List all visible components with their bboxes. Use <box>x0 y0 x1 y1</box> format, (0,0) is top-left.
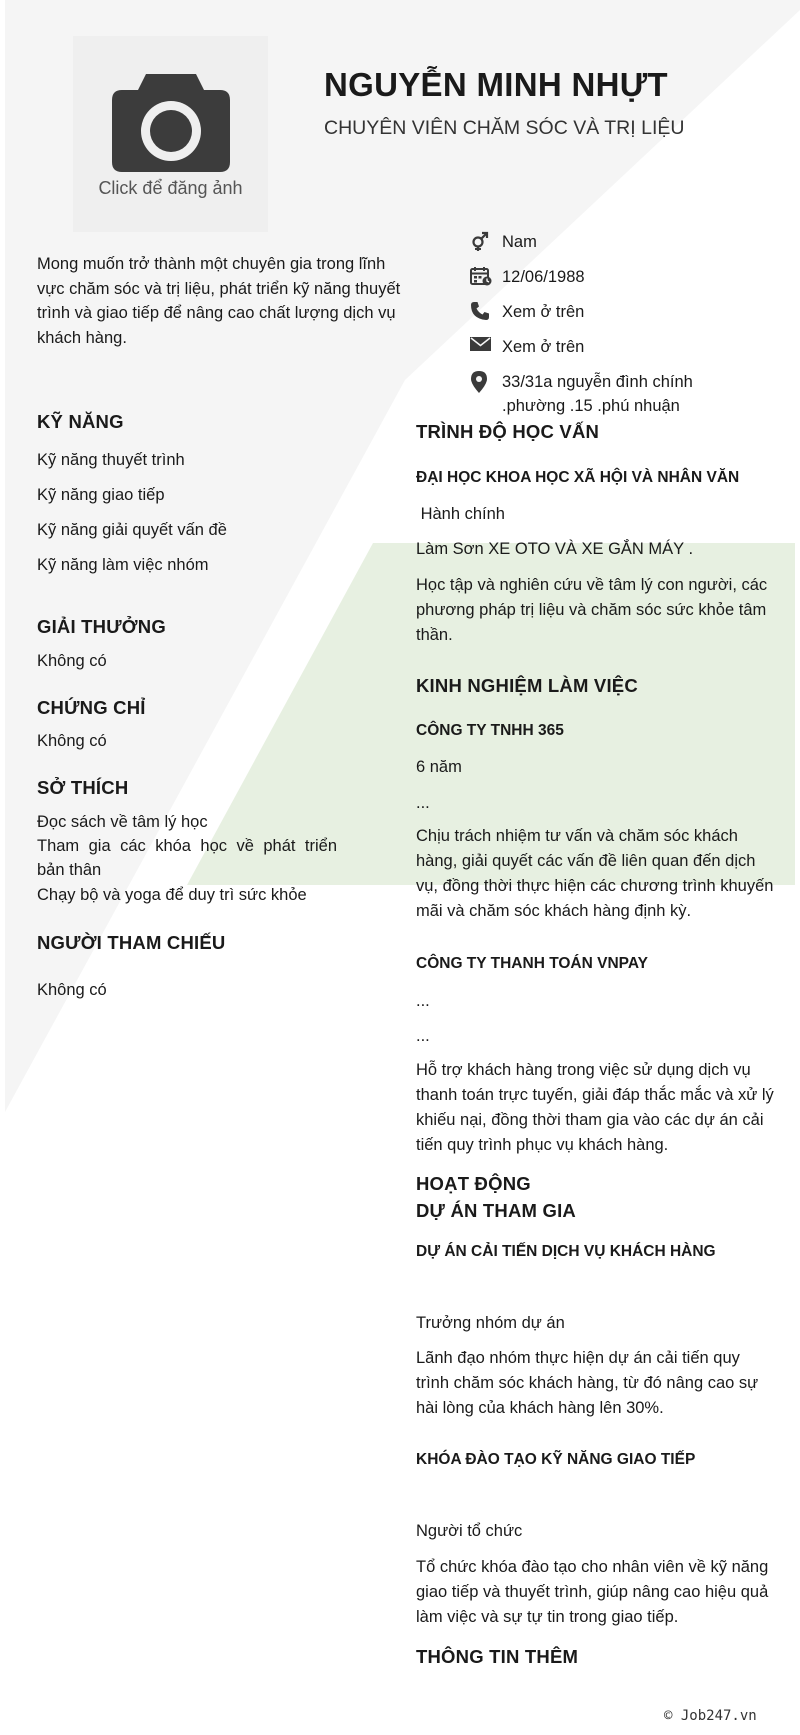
calendar-icon <box>470 265 502 291</box>
contact-address <box>470 370 750 418</box>
education-extra: Làm Sơn XE OTO VÀ XE GẮN MÁY . <box>416 540 694 558</box>
awards-value: Không có <box>37 652 107 670</box>
certificates-value: Không có <box>37 732 107 750</box>
education-major: Hành chính <box>416 505 505 523</box>
company-name: CÔNG TY TNHH 365 <box>416 722 564 739</box>
birthday-value: 12/06/1988 <box>502 268 585 286</box>
footer-copyright: © Job247.vn <box>664 1708 757 1724</box>
photo-upload-box[interactable] <box>73 36 268 232</box>
projects-heading: DỰ ÁN THAM GIA <box>416 1200 576 1221</box>
more-info-heading: THÔNG TIN THÊM <box>416 1646 579 1667</box>
email-icon <box>470 335 502 357</box>
job-description: Chịu trách nhiệm tư vấn và chăm sóc khách hàng, giải quyết các vấn đề liên quan đến dịch vụ, đồng thời thực hiện các chương trình khuyến mãi và chăm sóc khách hàng định kỳ. <box>416 827 774 920</box>
company-name: CÔNG TY THANH TOÁN VNPAY <box>416 955 648 972</box>
gender-icon <box>470 230 502 256</box>
references-heading: NGƯỜI THAM CHIẾU <box>37 932 226 953</box>
location-pin-icon <box>470 370 502 398</box>
school-name: ĐẠI HỌC KHOA HỌC XÃ HỘI VÀ NHÂN VĂN <box>416 469 740 486</box>
job-description: Hỗ trợ khách hàng trong việc sử dụng dịch vụ thanh toán trực tuyến, giải đáp thắc mắc và xử lý khiếu nại, đồng thời tham gia vào các dự án cải tiến quy trình phục vụ khách hàng. <box>416 1061 774 1154</box>
certificates-heading: CHỨNG CHỈ <box>37 697 146 718</box>
contact-info <box>470 230 750 418</box>
contact-phone <box>470 300 750 335</box>
email-value: Xem ở trên <box>502 338 585 356</box>
hobby-item-continued: bản thân <box>37 861 102 879</box>
education-heading: TRÌNH ĐỘ HỌC VẤN <box>416 421 600 442</box>
address-value <box>502 370 693 418</box>
job-position: ... <box>416 794 430 812</box>
job-duration: ... <box>416 992 430 1010</box>
project-description: Tổ chức khóa đào tạo cho nhân viên về kỹ năng giao tiếp và thuyết trình, giúp nâng cao hiệu quả làm việc và sự tự tin trong giao tiếp. <box>416 1558 769 1626</box>
career-objective: Mong muốn trở thành một chuyên gia trong lĩnh vực chăm sóc và trị liệu, phát triển kỹ năng thuyết trình và giao tiếp để nâng cao chất lượng dịch vụ khách hàng. <box>37 255 401 347</box>
hobbies-heading: SỞ THÍCH <box>37 777 129 798</box>
candidate-name: NGUYỄN MINH NHỰT <box>324 66 668 103</box>
address-line-1: 33/31a nguyễn đình chính <box>502 373 693 391</box>
contact-gender <box>470 230 750 265</box>
job-duration: 6 năm <box>416 758 462 776</box>
contact-birthday <box>470 265 750 300</box>
skill-item: Kỹ năng giải quyết vấn đề <box>37 521 227 539</box>
project-title: DỰ ÁN CẢI TIẾN DỊCH VỤ KHÁCH HÀNG <box>416 1243 716 1260</box>
experience-heading: KINH NGHIỆM LÀM VIỆC <box>416 675 638 696</box>
hobby-item: Chạy bộ và yoga để duy trì sức khỏe <box>37 886 307 904</box>
hobby-item: Đọc sách về tâm lý học <box>37 813 208 831</box>
camera-icon <box>112 70 230 172</box>
project-role: Người tổ chức <box>416 1522 523 1540</box>
contact-email <box>470 335 750 370</box>
skill-item: Kỹ năng làm việc nhóm <box>37 556 209 574</box>
skill-item: Kỹ năng thuyết trình <box>37 451 185 469</box>
photo-caption: Click để đăng ảnh <box>98 177 243 198</box>
project-description: Lãnh đạo nhóm thực hiện dự án cải tiến quy trình chăm sóc khách hàng, từ đó nâng cao sự hài lòng của khách hàng lên 30%. <box>416 1349 759 1417</box>
skills-heading: KỸ NĂNG <box>37 411 124 432</box>
activities-heading: HOẠT ĐỘNG <box>416 1173 531 1194</box>
phone-icon <box>470 300 502 326</box>
hobby-item: Tham gia các khóa học về phát triển <box>37 837 337 855</box>
gender-value: Nam <box>502 233 537 251</box>
address-line-2: .phường .15 .phú nhuận <box>502 397 680 415</box>
project-role: Trưởng nhóm dự án <box>416 1314 565 1332</box>
education-description: Học tập và nghiên cứu về tâm lý con người, các phương pháp trị liệu và chăm sóc sức khỏe tâm thần. <box>416 576 768 644</box>
job-position: ... <box>416 1027 430 1045</box>
references-value: Không có <box>37 981 107 999</box>
phone-value: Xem ở trên <box>502 303 585 321</box>
skill-item: Kỹ năng giao tiếp <box>37 486 165 504</box>
project-title: KHÓA ĐÀO TẠO KỸ NĂNG GIAO TIẾP <box>416 1451 696 1468</box>
job-title: CHUYÊN VIÊN CHĂM SÓC VÀ TRỊ LIỆU <box>324 117 685 139</box>
awards-heading: GIẢI THƯỞNG <box>37 616 166 637</box>
